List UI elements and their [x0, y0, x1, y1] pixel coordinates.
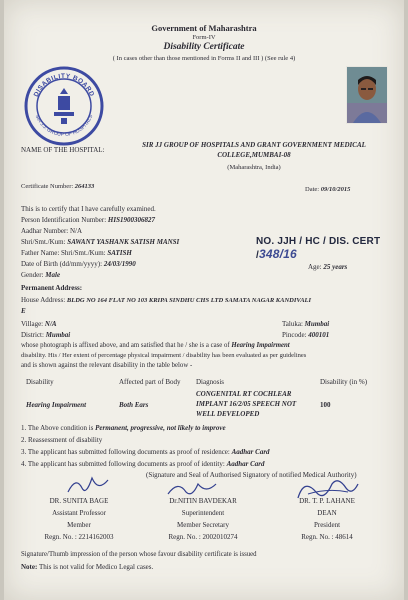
signature-caption: (Signature and Seal of Authorised Signatory of notified Medical Authority): [146, 471, 357, 479]
table-cell-diagnosis-3: WELL DEVELOPED: [196, 410, 260, 418]
pincode-value: 400101: [308, 331, 330, 339]
body-line1-text: whose photograph is affixed above, and am satisfied that he / she is a case of: [21, 342, 230, 349]
gender-value: Male: [45, 271, 61, 279]
stamp-text: NO. JJH / HC / DIS. CERT /: [256, 236, 381, 261]
condition-2: 2. Reassessment of disability: [21, 436, 103, 444]
house-address-cont: E: [21, 307, 26, 315]
signature-1-mark: [64, 474, 114, 498]
aadhar-row: [21, 227, 82, 235]
signatory-3-board: President: [313, 521, 341, 529]
pincode-row: [282, 331, 329, 339]
village-value: N/A: [44, 320, 57, 328]
name-label: Shri/Smt./Kum:: [21, 238, 66, 246]
svg-text:DISABILITY BOARD: DISABILITY BOARD: [32, 72, 96, 98]
condition-3: [21, 448, 270, 456]
address-heading: Permanent Address:: [21, 284, 83, 292]
father-row: [21, 249, 132, 257]
signatory-2-role: Superintendent: [181, 509, 225, 517]
signatory-1-role: Assistant Professor: [52, 509, 106, 517]
name-row: [21, 238, 179, 246]
village-row: [21, 320, 57, 328]
condition-1-label: 1. The Above condition is: [21, 424, 94, 432]
condition-4-label: 4. The applicant has submitted following documents as proof of identity:: [21, 460, 225, 468]
table-header-percent: Disability (in %): [320, 378, 368, 386]
note-label: Note:: [21, 563, 38, 571]
age-value: 25 years: [323, 263, 348, 271]
intro-text: This is to certify that I have carefully examined.: [21, 205, 156, 213]
table-cell-body-part: Both Ears: [119, 401, 149, 409]
form-number: Form-IV: [192, 34, 216, 41]
certificate-date: 09/10/2015: [320, 186, 351, 193]
taluka-row: [282, 320, 329, 328]
stamp-handwritten-number: 348/16: [258, 247, 297, 261]
signatory-3-name: DR. T. P. LAHANE: [299, 497, 355, 505]
district-value: Mumbai: [45, 331, 71, 339]
taluka-label: Taluka:: [282, 320, 303, 328]
gender-row: [21, 271, 60, 279]
signatory-3-reg: Regn. No. : 48614: [301, 533, 353, 541]
signatory-2-name: Dr.NITIN BAVDEKAR: [169, 497, 237, 505]
table-header-body-part: Affected part of Body: [119, 378, 181, 386]
hospital-name-line1: SIR JJ GROUP OF HOSPITALS AND GRANT GOVERNMENT MEDICAL: [142, 141, 366, 149]
certificate-title: Disability Certificate: [163, 42, 245, 52]
dob-row: [21, 260, 136, 268]
district-label: District:: [21, 331, 44, 339]
aadhar-value: N/A: [69, 227, 83, 235]
certificate-subtitle: ( In cases other than those mentioned in Forms II and III ) (See rule 4): [112, 55, 296, 62]
applicant-photo: [346, 66, 388, 124]
signatory-2-reg: Regn. No. : 2002010274: [168, 533, 238, 541]
village-label: Village:: [21, 320, 44, 328]
gender-label: Gender:: [21, 271, 44, 279]
certificate-number-label: Certificate Number:: [21, 183, 74, 190]
body-line1: [21, 342, 290, 349]
house-address-label: House Address:: [21, 296, 66, 304]
district-row: [21, 331, 70, 339]
pid-value: HIS1900306827: [107, 216, 155, 224]
dob-value: 24/03/1990: [103, 260, 136, 268]
svg-text:SIR J.J. GROUP OF HOSPITALS: SIR J.J. GROUP OF HOSPITALS: [33, 114, 95, 139]
taluka-value: Mumbai: [304, 320, 330, 328]
father-label: Father Name: Shri/Smt./Kum:: [21, 249, 106, 257]
certificate-number-row: [21, 183, 94, 190]
disability-board-seal: [24, 66, 104, 146]
condition-1: [21, 424, 226, 432]
body-line2: disability. His / Her extent of percentage physical impairment / disability has been evaluated as per guidelines: [21, 352, 307, 359]
note-text: This is not valid for Medico Legal cases.: [38, 563, 154, 571]
pid-row: [21, 216, 155, 224]
office-stamp: [256, 236, 404, 261]
certificate-number: 264133: [74, 183, 95, 190]
person-name: SAWANT YASHANK SATISH MANSI: [67, 238, 180, 246]
condition-4-value: Aadhar Card: [226, 460, 265, 468]
signatory-1-board: Member: [67, 521, 91, 529]
certificate-page: [4, 0, 404, 600]
pincode-label: Pincode:: [282, 331, 307, 339]
table-header-disability: Disability: [26, 378, 54, 386]
certificate-date-row: [305, 186, 350, 193]
house-address: BLDG NO 164 FLAT NO 103 KRIPA SINDHU CHS LTD SAMATA NAGAR KANDIVALI: [66, 297, 312, 304]
body-line3: and is shown against the relevant disability in the table below -: [21, 362, 193, 369]
age-label: Age:: [308, 263, 322, 271]
signatory-1-name: DR. SUNITA BAGE: [49, 497, 109, 505]
pid-label: Person Identification Number:: [21, 216, 107, 224]
date-label: Date:: [305, 186, 320, 193]
government-heading: Government of Maharashtra: [151, 23, 257, 33]
thumb-impression-text: Signature/Thumb impression of the person whose favour disability certificate is issued: [21, 551, 257, 558]
signatory-2-board: Member Secretary: [177, 521, 229, 529]
signatory-3-role: DEAN: [317, 509, 337, 517]
table-cell-percent: 100: [320, 401, 331, 409]
house-address-row: [21, 296, 311, 304]
father-name: SATISH: [107, 249, 132, 257]
disability-type: Hearing Impairment: [231, 342, 290, 349]
footer-note: [21, 563, 153, 571]
condition-3-value: Aadhar Card: [231, 448, 270, 456]
hospital-label: NAME OF THE HOSPITAL:: [21, 146, 105, 154]
age-row: [308, 263, 347, 271]
condition-1-value: Permanent, progressive, not likely to improve: [95, 424, 226, 432]
table-cell-disability: Hearing Impairment: [26, 401, 87, 409]
hospital-state: (Maharashtra, India): [227, 164, 281, 171]
aadhar-label: Aadhar Number:: [21, 227, 69, 235]
condition-3-label: 3. The applicant has submitted following documents as proof of residence:: [21, 448, 230, 456]
dob-label: Date of Birth (dd/mm/yyyy):: [21, 260, 103, 268]
hospital-name-line2: COLLEGE,MUMBAI-08: [217, 151, 291, 159]
condition-4: [21, 460, 265, 468]
table-cell-diagnosis-2: IMPLANT 16/2/05 SPEECH NOT: [196, 400, 297, 408]
signatory-1-reg: Regn. No. : 2214162003: [44, 533, 114, 541]
table-header-diagnosis: Diagnosis: [196, 378, 224, 386]
table-cell-diagnosis-1: CONGENITAL RT COCHLEAR: [196, 390, 292, 398]
